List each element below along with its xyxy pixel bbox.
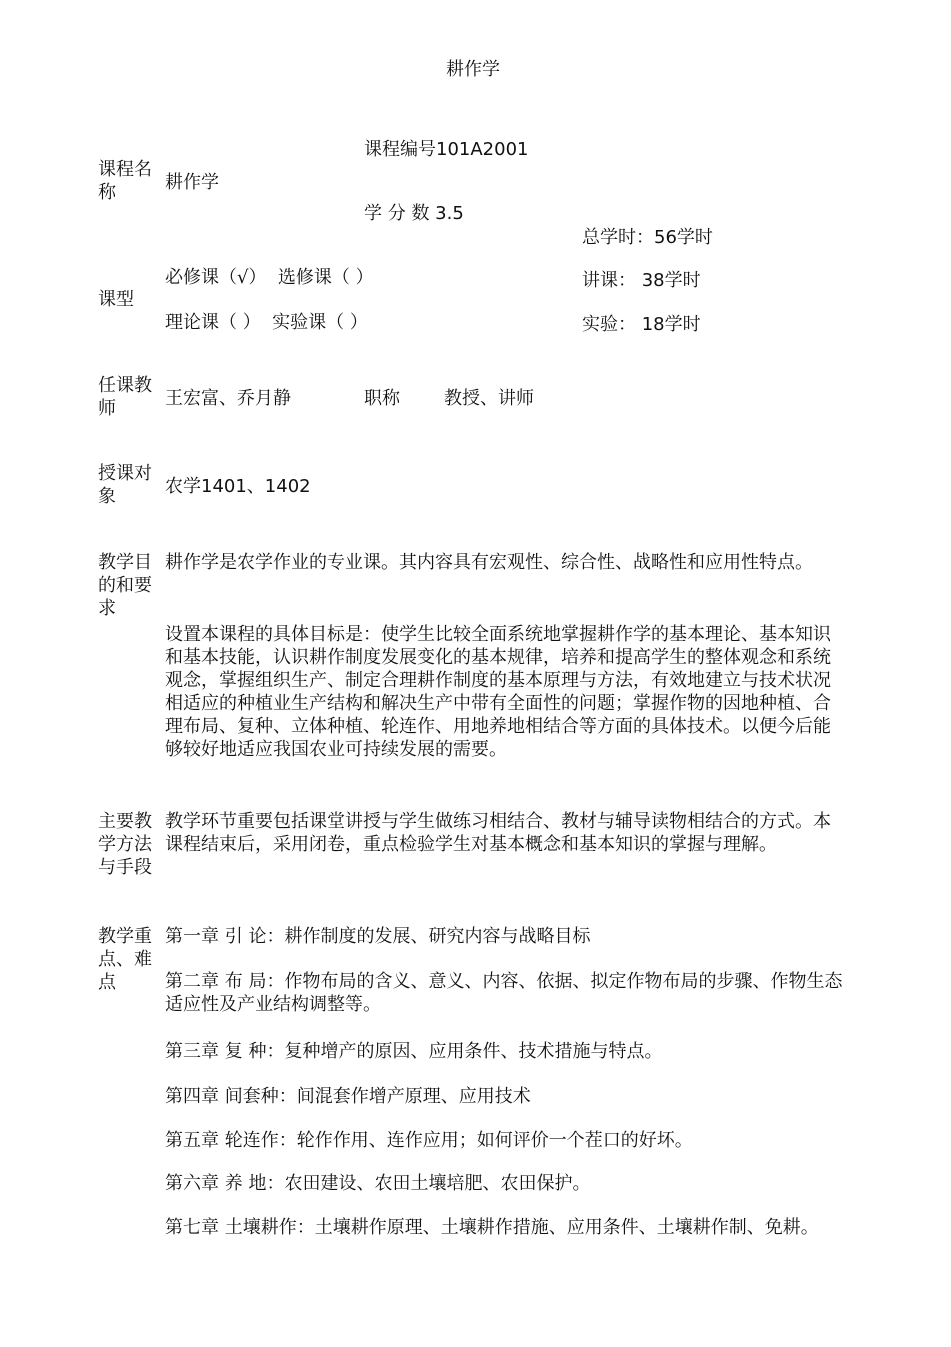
- chapter-item: 第一章 引 论：耕作制度的发展、研究内容与战略目标: [165, 926, 591, 947]
- course-type-label: 课型: [98, 289, 134, 310]
- chapter-item: 第四章 间套种：间混套作增产原理、应用技术: [165, 1086, 531, 1107]
- course-code: 课程编号101A2001: [364, 139, 529, 160]
- page-title: 耕作学: [446, 59, 500, 80]
- teacher-names: 王宏富、乔月静: [165, 388, 291, 409]
- methods-text: 教学环节重要包括课堂讲授与学生做练习相结合、教材与辅导读物相结合的方式。本课程结束后，采用闭卷，重点检验学生对基本概念和基本知识的掌握与理解。: [165, 811, 831, 855]
- chapter-item: 第二章 布 局：作物布局的含义、意义、内容、依据、拟定作物布局的步骤、作物生态适应性及产业结构调整等。: [165, 971, 843, 1015]
- objectives-goals: 设置本课程的具体目标是：使学生比较全面系统地掌握耕作学的基本理论、基本知识和基本技能，认识耕作制度发展变化的基本规律，培养和提高学生的整体观念和系统观念，掌握组织生产、制定合理耕作制度的基本原理与方法，有效地建立与技术状况相适应的种植业生产结构和解决生产中带有全面性的问题；掌握作物的因地种植、合理布局、复种、立体种植、轮连作、用地养地相结合等方面的具体技术。以便今后能够较好地适应我国农业可持续发展的需要。: [165, 624, 831, 760]
- teacher-title-label: 职称: [364, 388, 400, 409]
- lecture-hours: 讲课： 38学时: [582, 270, 701, 291]
- chapter-item: 第七章 土壤耕作：土壤耕作原理、土壤耕作措施、应用条件、土壤耕作制、免耕。: [165, 1217, 819, 1238]
- key-points-label: 教学重点、难点: [98, 926, 152, 993]
- course-name-value: 耕作学: [165, 172, 219, 193]
- methods-label: 主要教学方法与手段: [98, 811, 152, 878]
- course-name-label: 课程名称: [98, 159, 152, 203]
- lab-hours: 实验： 18学时: [582, 314, 701, 335]
- course-type-theory-lab: 理论课（ ） 实验课（ ）: [165, 312, 368, 333]
- chapter-item: 第六章 养 地：农田建设、农田土壤培肥、农田保护。: [165, 1173, 591, 1194]
- chapter-item: 第五章 轮连作：轮作作用、连作应用；如何评价一个茬口的好坏。: [165, 1130, 693, 1151]
- course-credits: 学 分 数 3.5: [364, 203, 464, 224]
- total-hours: 总学时：56学时: [582, 227, 713, 248]
- objectives-label: 教学目的和要求: [98, 552, 152, 619]
- chapter-item: 第三章 复 种：复种增产的原因、应用条件、技术措施与特点。: [165, 1041, 663, 1062]
- audience-label: 授课对象: [98, 463, 152, 507]
- course-type-required-elective: 必修课（√） 选修课（ ）: [165, 267, 374, 288]
- teacher-label: 任课教师: [98, 375, 152, 419]
- audience-value: 农学1401、1402: [165, 476, 311, 497]
- teacher-title-value: 教授、讲师: [444, 388, 534, 409]
- objectives-intro: 耕作学是农学作业的专业课。其内容具有宏观性、综合性、战略性和应用性特点。: [165, 552, 813, 573]
